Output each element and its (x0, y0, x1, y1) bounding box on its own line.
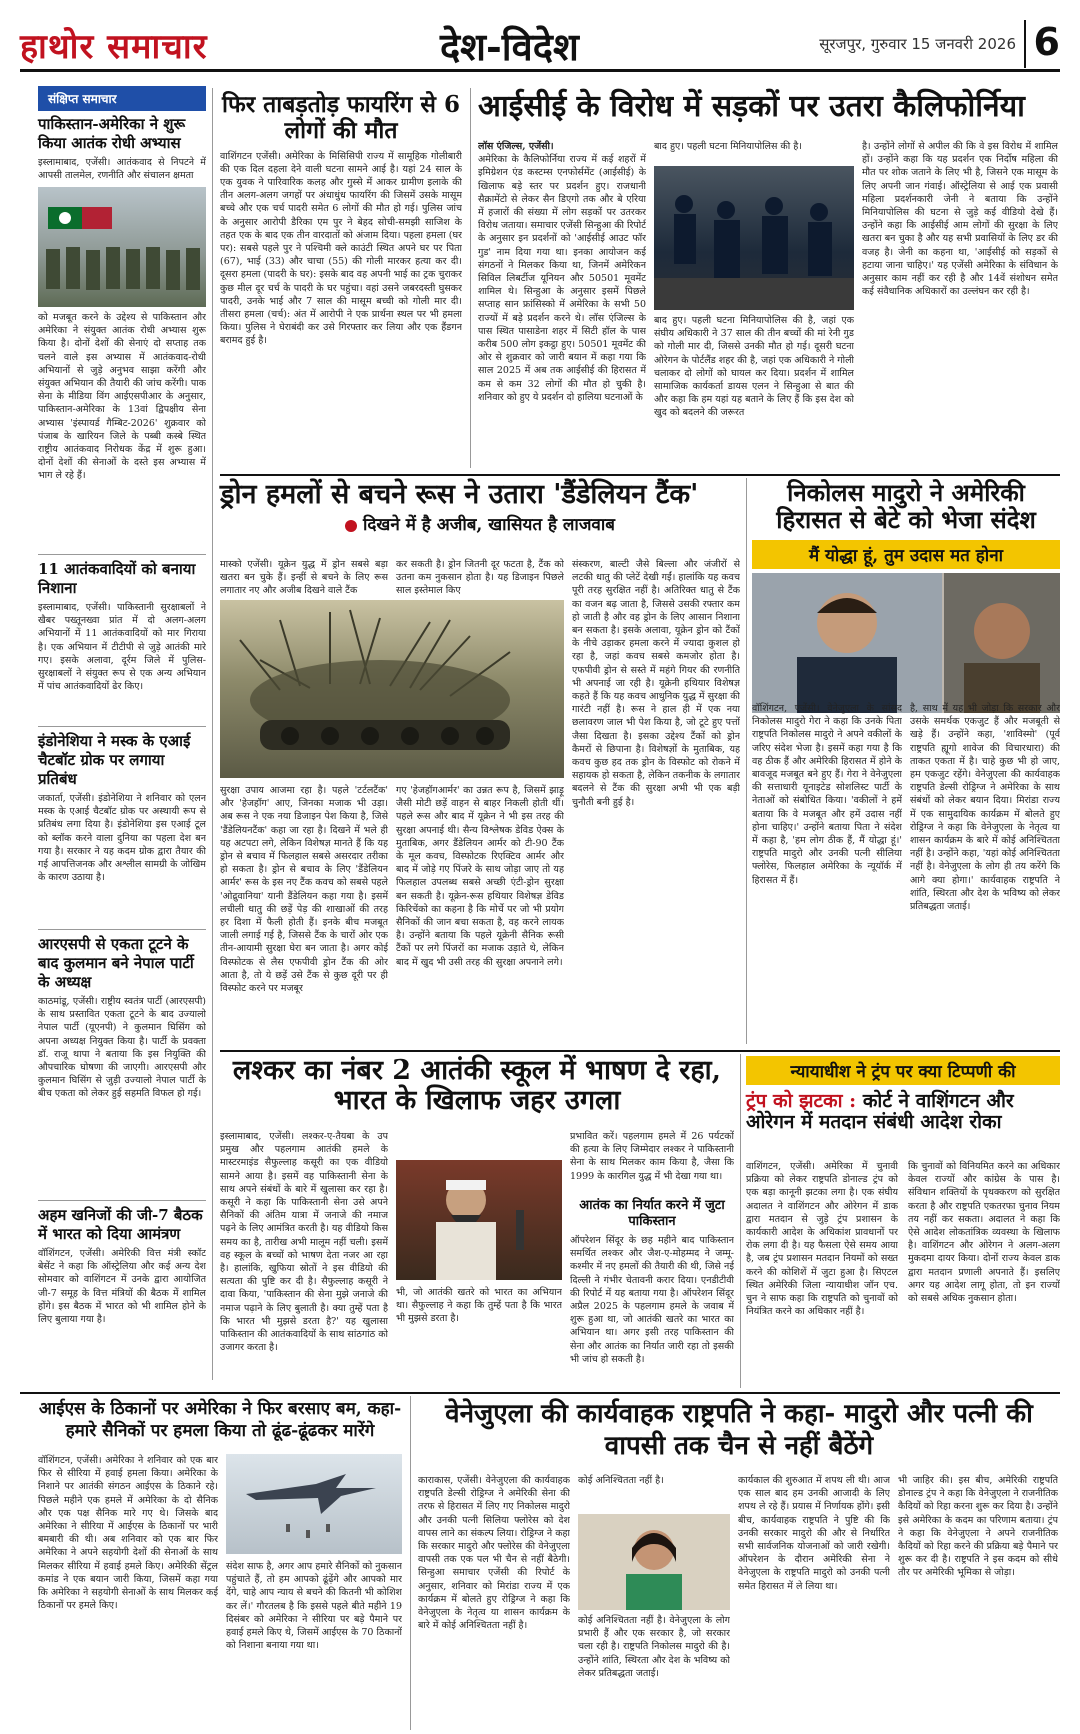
isis-headline: आईएस के ठिकानों पर अमेरिका ने फिर बरसाए बम, कहा- हमारे सैनिकों पर हमला किया तो ढूंढ-ढूंढकर मारेंगे (38, 1399, 402, 1441)
drone-col-2a: कर सकती है। ड्रोन जितनी दूर फटता है, टैंक को उतना कम नुकसान होता है। यह डिजाइन पिछले साल इस्तेमाल किए (396, 559, 564, 597)
trump-headline-top: न्यायाधीश ने ट्रंप पर क्या टिप्पणी की (746, 1056, 1060, 1085)
maduro-subhead: मैं योद्धा हूं, तुम उदास मत होना (752, 540, 1060, 569)
masthead (20, 20, 1060, 72)
briefs-column (38, 86, 206, 1386)
drone-col-3: संस्करण, बाल्टी जैसे बिल्ला और जंजीरों से लटकी धातु की प्लेटें देखी गईं। हालांकि यह कवच पूरी तरह सुरक्षित नहीं है। अतिरिक्त धातु से टैंक का वजन बढ़ जाता है, जिससे उसकी रफ्तार कम हो जाती है और वह ड्रोन के लिए आसान निशाना बन सकता है। इसके अलावा, यूक्रेन ड्रोन को टैंकों के नीचे उड़ाकर हमला करने में ज्यादा कुशल हो रहा है, जहां कवच सबसे कमजोर होता है। एफपीवी ड्रोन से सस्ते में महंगे गियर की रणनीति भी अपनाई जा रही है। यूक्रेनी हथियार विशेषज्ञ कहते हैं कि यह कवच आधुनिक युद्ध में सुरक्षा की गारंटी नहीं है। रूस ने हाल ही में एक नया छलावरण जाल भी पेश किया है, जो टूटे हुए पत्तों जैसा दिखता है। इसका उद्देश्य टैंकों को ड्रोन कैमरों से छिपाना है। विशेषज्ञों के मुताबिक, यह कवच कुछ हद तक ड्रोन के विस्फोट को रोकने में सहायक हो सकता है, लेकिन तकनीक के लगातार बदलने से टैंक की सुरक्षा अभी भी एक बड़ी चुनौती बनी हुई है। (572, 559, 740, 808)
page-number: 6 (1024, 20, 1060, 68)
isis-col-1: वॉशिंगटन, एजेंसी। अमेरिका ने शनिवार को एक बार फिर से सीरिया में हवाई हमला किया। अमेरिका के निशाने पर आतंकी संगठन आईएस के ठिकाने रहे। पिछले महीने एक हमले में अमेरिका के दो सैनिक और एक पक्ष सैनिक मारे गए थे। जिसके बाद अमेरिका ने सीरिया में आईएस के ठिकानों पर भारी बमबारी की थी। अब शनिवार को एक बार फिर अमेरिका ने अपने सहयोगी देशों की सेनाओं के साथ मिलकर सीरिया में हवाई हमले किए। अमेरिकी सेंट्रल कमांड ने एक बयान जारी किया, जिसमें कहा गया कि अमेरिका ने सहयोगी सेनाओं के साथ मिलकर कई ठिकानों पर हमले किए। (38, 1455, 218, 1612)
trump-headline (746, 1091, 1060, 1134)
story-shooting (220, 92, 462, 472)
briefs-banner: संक्षिप्त समाचार (38, 86, 206, 111)
trump-headline-prefix: ट्रंप को झटका : (746, 1090, 857, 1112)
dateline: सूरजपुर, गुरुवार 15 जनवरी 2026 (819, 35, 1016, 53)
lashkar-subhead: आतंक का निर्यात करने में जुटा पाकिस्तान (579, 1198, 725, 1229)
drone-col-1a: मास्को एजेंसी। यूक्रेन युद्ध में ड्रोन सबसे बड़ा खतरा बन चुके हैं। इन्हीं से बचने के लिए रूस लगातार नए और अजीब दिखने वाले टैंक (220, 559, 388, 597)
section-name: देश-विदेश (440, 24, 579, 69)
story-maduro (752, 480, 1060, 1046)
jet-illustration (226, 1454, 402, 1554)
california-col-1: अमेरिका के कैलिफोर्निया राज्य में कई शहरों में इमिग्रेशन एंड कस्टम्स एनफोर्समेंट (आईसीई) के खिलाफ बड़े स्तर पर प्रदर्शन हुए। राजधानी सैक्रामेंटो से लेकर सैन डिएगो तक और बे एरिया में हजारों की संख्या में लोग सड़कों पर उतरकर विरोध जताया। समाचार एजेंसी सिन्हुआ की रिपोर्ट के अनुसार इन प्रदर्शनों को 'आईसीई आउट फॉर गुड' नाम दिया गया था। इनका आयोजन कई संगठनों ने मिलकर किया था, जिनमें अमेरिकन सिविल लिबर्टीज यूनियन और 50501 मूवमेंट शामिल थे। सिन्हुआ के अनुसार इसमें पिछले सप्ताह सान फ्रांसिस्को में अमेरिका के सभी 50 राज्यों में बड़े प्रदर्शन करने थे। लॉस एंजिल्स के पास स्थित पासाडेना शहर में सिटी हॉल के पास करीब 500 लोग इकट्ठा हुए। 50501 मूवमेंट की ओर से शुक्रवार को जारी बयान में कहा गया कि साल 2025 में अब तक आईसीई की हिरासत में कम से कम 32 लोगों की मौत हो चुकी है। शनिवार को हुए ये प्रदर्शन दो हालिया घटनाओं के (478, 154, 646, 403)
venezuela-photo (578, 1514, 730, 1610)
tank-illustration (220, 600, 564, 778)
bullet-icon (345, 520, 357, 532)
story-isis (38, 1398, 402, 1730)
shooting-body: वाशिंगटन एजेंसी। अमेरिका के मिसिसिपी राज्य में सामूहिक गोलीबारी की एक दिल दहला देने वाली घटना सामने आई है। यहां 24 साल के एक युवक ने पारिवारिक कलह और गुस्से में आकर ग्रामीण इलाके की तीन अलग-अलग जगहों पर अंधाधुंध फायरिंग की जिसमें उसके मासूम बच्चे और एक चर्च पादरी समेत 6 लोगों की मौत हो गई। पुलिस जांच के अनुसार आरोपी डैरिका एम पुर ने बेहद सोची-समझी साजिश के तहत एक के बाद एक तीन वारदातों को अंजाम दिया। पहला हमला (घर पर): सबसे पहले पुर ने पश्चिमी क्ले काउंटी स्थित अपने घर पर पिता (67), भाई (33) और चाचा (55) की गोली मारकर हत्या कर दी। दूसरा हमला (पादरी के घर): इसके बाद वह अपनी भाई का ट्रक चुराकर कुछ मील दूर चर्च के पादरी के घर पहुंचा। वहां उसने जबरदस्ती घुसकर पादरी, उनके भाई और 7 साल की मासूम बच्ची को गोली मार दी। तीसरा हमला (चर्च): अंत में आरोपी ने एक प्रार्थना स्थल पर भी हमला किया। पुलिस ने घेराबंदी कर उसे गिरफ्तार कर लिया और एक हैंडगन बरामद हुई है। (220, 150, 462, 347)
trump-col-2: कि चुनावों को विनियमित करने का अधिकार केवल राज्यों और कांग्रेस के पास है। संविधान शक्तियों के पृथक्करण को सुरक्षित करता है और राष्ट्रपति एकतरफा चुनाव नियम तय नहीं कर सकता। अदालत ने कहा कि ऐसे आदेश लोकतांत्रिक व्यवस्था के खिलाफ है। वाशिंगटन और ओरेगन ने अलग-अलग मुकदमा दायर किया। दोनों राज्य केवल डाक द्वारा मतदान प्रणाली अपनाते हैं। इसलिए अगर यह आदेश लागू होता, तो इन राज्यों को सबसे अधिक नुकसान होता। (908, 1161, 1060, 1305)
maduro-col-1: वॉशिंगटन, एजेंसी। वेनेजुएला के सांसद निकोलस मादुरो गेरा ने कहा कि उनके पिता राष्ट्रपति निकोलस मादुरो ने अपने वकीलों के जरिए संदेश भेजा है। इसमें कहा गया है कि वह ठीक हैं और अमेरिकी हिरासत में होने के बावजूद मजबूत बने हुए हैं। गेरा ने वेनेजुएला की सत्ताधारी यूनाइटेड सोशलिस्ट पार्टी के नेताओं को संबोधित किया। 'वकीलों ने हमें बताया कि वे मजबूत और हमें उदास नहीं होना चाहिए।' उन्होंने बताया पिता ने संदेश में कहा है, 'हम लोग ठीक हैं, मैं योद्धा हूं।' राष्ट्रपति मादुरो और उनकी पत्नी सीलिया फ्लोरेस, फिलहाल अमेरिका के न्यूयॉर्क में हिरासत में हैं। (752, 703, 902, 886)
venezuela-col-4: भी जाहिर की। इस बीच, अमेरिकी राष्ट्रपति डोनाल्ड ट्रंप ने कहा कि वेनेजुएला ने राजनीतिक कैदियों को रिहा करना शुरू कर दिया है। उन्होंने इसे अमेरिका के कदम का परिणाम बताया। ट्रंप ने कहा कि वेनेजुएला ने अपने राजनीतिक कैदियों को रिहा करने की प्रक्रिया बड़े पैमाने पर शुरू कर दी है। राष्ट्रपति ने इस कदम को सीधे तौर पर अमेरिकी भूमिका से जोड़ा। (898, 1475, 1058, 1579)
maduro-photo (752, 573, 1060, 713)
trump-col-1: वाशिंगटन, एजेंसी। अमेरिका में चुनावी प्रक्रिया को लेकर राष्ट्रपति डोनाल्ड ट्रंप को एक बड़ा कानूनी झटका लगा है। एक संघीय अदालत ने वाशिंगटन और ओरेगन में डाक द्वारा मतदान से जुड़े ट्रंप प्रशासन के कार्यकारी आदेश के अधिकांश प्रावधानों पर रोक लगा दी है। यह फैसला ऐसे समय आया है, जब ट्रंप प्रशासन मतदान नियमों को सख्त करने की कोशिशें में जुटा हुआ है। सिएटल स्थित अमेरिकी जिला न्यायाधीश जॉन एच. चुन ने साफ कहा कि राष्ट्रपति को चुनावों को नियंत्रित करने का अधिकार नहीं है। (746, 1161, 898, 1318)
california-col-3: है। उन्होंने लोगों से अपील की कि वे इस विरोध में शामिल हों। उन्होंने कहा कि यह प्रदर्शन एक निर्दोष महिला की मौत पर शोक जताने के लिए भी है, जिसने एक मासूम के लिए अपनी जान गंवाई। ऑस्ट्रेलिया से आई एक प्रवासी महिला प्रदर्शनकारी जेनी ने बताया कि उन्होंने मिनियापोलिस की घटना से जुड़े कई वीडियो देखे हैं। उन्होंने कहा कि आईसीई आम लोगों की सुरक्षा के लिए खतरा बन चुका है और यह सभी प्रवासियों के लिए डर की वजह है। जेनी का कहना था, 'आईसीई को सड़कों से हटाया जाना चाहिए।' यह एजेंसी अमेरिका के संविधान के अनुसार काम नहीं कर रही है और 14वें संशोधन समेत कई संवैधानिक अधिकारों का उल्लंघन कर रही है। (862, 141, 1058, 298)
story-california (478, 90, 1060, 470)
isis-photo (226, 1454, 402, 1554)
lashkar-photo (396, 1160, 562, 1280)
drone-tank-photo (220, 600, 564, 778)
soldiers-illustration (38, 187, 206, 307)
brief-3-headline: इंडोनेशिया ने मस्क के एआई चैटबॉट ग्रोक पर लगाया प्रतिबंध (38, 732, 191, 788)
story-drone (220, 480, 740, 1046)
story-lashkar (220, 1056, 734, 1388)
lashkar-col-1-cont: भी, जो आतंकी खतरे को भारत का अभियान था। सैफुल्लाह ने कहा कि तुम्हें पता है कि भारत भी मुझसे डरता है। (396, 1287, 562, 1325)
brief-3-body: जकार्ता, एजेंसी। इंडोनेशिया ने शनिवार को एलन मस्क के एआई चैटबॉट ग्रोक पर अस्थायी रूप से प्रतिबंध लगा दिया है। इंडोनेशिया इस एआई टूल को ब्लॉक करने वाला दुनिया का पहला देश बन गया है। सरकार ने यह कदम ग्रोक द्वारा तैयार की गई आपत्तिजनक और अश्लील सामग्री के जोखिम के कारण उठाया है। (38, 793, 206, 884)
lashkar-headline: लश्कर का नंबर 2 आतंकी स्कूल में भाषण दे रहा, भारत के खिलाफ जहर उगला (232, 1055, 722, 1117)
brief-5-headline: अहम खनिजों की जी-7 बैठक में भारत को दिया आमंत्रण (38, 1206, 203, 1243)
drone-col-2b: गए 'हेजहॉगआर्मर' का उन्नत रूप है, जिसमें झाड़ू जैसी मोटी छड़ें वाहन से बाहर निकली होती थीं। पहले रूस और बाद में यूक्रेन ने भी इस तरह की सुरक्षा अपनाई थी। सैन्य विश्लेषक डेविड ऐक्स के मुताबिक, अगर डैंडेलियन आर्मर को टी-90 टैंक के मूल कवच, विस्फोटक रिएक्टिव आर्मर और बाद में जोड़े गए पिंजरे के साथ जोड़ा जाए तो यह फिलहाल उपलब्ध सबसे अच्छी एंटी-ड्रोन सुरक्षा बन सकती है। यूक्रेन-रूस हथियार विशेषज्ञ डेविड किरिचेंको का कहना है कि मोर्चे पर जो भी प्रयोग सैनिकों की जान बचा सकता है, वह करने लायक है। उन्होंने बताया कि पहले यूक्रेनी सैनिक रूसी टैंकों पर लगे पिंजरों का मजाक उड़ाते थे, लेकिन बाद में खुद भी उसी तरह की सुरक्षा अपनाने लगे। (396, 785, 564, 968)
drone-subhead: दिखने में है अजीब, खासियत है लाजवाब (220, 516, 740, 535)
speaker-illustration (396, 1160, 562, 1280)
brief-1-headline: पाकिस्तान-अमेरिका ने शुरू किया आतंक रोधी अभ्यास (38, 115, 186, 152)
brief-5-body: वॉशिंगटन, एजेंसी। अमेरिकी वित्त मंत्री स्कॉट बेसेंट ने कहा कि ऑस्ट्रेलिया और कई अन्य देश सोमवार को वाशिंगटन में उनके द्वारा आयोजित जी-7 समूह के वित्त मंत्रियों की बैठक में शामिल होंगे। इस बैठक में भारत को भी शामिल होने के लिए बुलाया गया है। (38, 1248, 206, 1326)
brief-2-body: इस्लामाबाद, एजेंसी। पाकिस्तानी सुरक्षाबलों ने खैबर पख्तूनख्वा प्रांत में दो अलग-अलग अभियानों में 11 आतंकवादियों को मार गिराया है। एक अभियान में टीटीपी से जुड़े आतंकी मारे गए। इसके अलावा, दूर्रम जिले में पुलिस-सुरक्षाबलों ने संयुक्त रूप से एक अन्य अभियान में पांच आतंकवादियों ढेर किए। (38, 602, 206, 693)
brief-4-headline: आरएसपी से एकता टूटने के बाद कुलमान बने नेपाल पार्टी के अध्यक्ष (38, 935, 194, 991)
venezuela-headline: वेनेजुएला की कार्यवाहक राष्ट्रपति ने कहा- मादुरो और पत्नी की वापसी तक चैन से नहीं बैठेंगे (445, 1399, 1033, 1461)
shooting-headline: फिर ताबड़तोड़ फायरिंग से 6 लोगों की मौत (222, 91, 460, 144)
lashkar-col-1: इस्लामाबाद, एजेंसी। लश्कर-ए-तैयबा के उप प्रमुख और पहलगाम आतंकी हमले के मास्टरमाइंड सैफुल्लाह कसूरी का एक वीडियो सामने आया है। इसमें वह पाकिस्तानी सेना के साथ अपने संबंधों के बारे में खुलासा कर रहा है। कसूरी ने कहा कि पाकिस्तानी सेना उसे अपने सैनिकों की अंतिम यात्रा में जनाजे की नमाज पढ़ने के लिए आमंत्रित करती है। यह वीडियो किस समय का है, तारीख अभी मालूम नहीं चली। इसमें वह स्कूल के बच्चों को भाषण देता नजर आ रहा है। हालांकि, खुफिया स्रोतों ने इस वीडियो की सत्यता की पुष्टि कर दी है। सैफुल्लाह कसूरी ने दावा किया, 'पाकिस्तान की सेना मुझे जनाजे की नमाज पढ़ाने के लिए बुलाती है। क्या तुम्हें पता है कि भारत भी मुझसे डरता है?' यह खुलासा पाकिस्तान की आतंकवादियों के साथ सांठगांठ को उजागर करता है। (220, 1131, 388, 1354)
lashkar-col-2: प्रभावित करें। पहलगाम हमले में 26 पर्यटकों की हत्या के लिए जिम्मेदार लश्कर ने पाकिस्तानी सेना के साथ मिलकर काम किया है, जैसा कि 1999 के कारगिल युद्ध में भी देखा गया था। (570, 1131, 734, 1182)
drone-headline: ड्रोन हमलों से बचने रूस ने उतारा 'डैंडेलियन टैंक' (220, 479, 699, 510)
drone-col-1b: सुरक्षा उपाय आजमा रहा है। पहले 'टर्टलटैंक' और 'हेजहॉग' आए, जिनका मजाक भी उड़ा। अब रूस ने एक नया डिजाइन पेश किया है, जिसे 'डैंडेलियनटैंक' कहा जा रहा है। दिखने में भले ही यह अटपटा लगे, लेकिन विशेषज्ञ मानते हैं कि यह ड्रोन से बचाव में फिलहाल सबसे असरदार तरीका हो सकता है। ड्रोन से बचाव के लिए 'डैंडेलियन आर्मर' रूस के इस नए टैंक कवच को सबसे पहले 'ओद्रुवानिया' यानी डैंडेलियन कहा गया है। इसमें लचीली धातु की छड़ें पेड़ की शाखाओं की तरह हर दिशा में फैली होती हैं। इनके बीच मजबूत जाली लगाई गई है, जिससे टैंक के चारों ओर एक तीन-आयामी सुरक्षा घेरा बन जाता है। अगर कोई विस्फोटक से लैस एफपीवी ड्रोन टैंक की ओर आता है, तो ये छड़ें उसे टैंक से कुछ दूरी पर ही विस्फोट करने पर मजबूर (220, 785, 388, 995)
maduro-headline: निकोलस मादुरो ने अमेरिकी हिरासत से बेटे को भेजा संदेश (776, 478, 1036, 534)
maduro-col-2: है, साथ में यह भी जोड़ा कि सरकार और उसके समर्थक एकजुट हैं और मजबूती से खड़े हैं। उन्होंने कहा, 'शाविस्मो' (पूर्व राष्ट्रपति ह्यूगो शावेज की विचारधारा) की ताकत एकता में है। चाहे कुछ भी हो जाए, हम एकजुट रहेंगे। वेनेजुएला की कार्यवाहक राष्ट्रपति डेल्सी रोड्रिग्ज ने अमेरिका के साथ संबंधों को लेकर बयान दिया। मिरांडा राज्य में एक सामुदायिक कार्यक्रम में बोलते हुए रोड्रिग्ज ने कहा कि वेनेजुएला के नेतृत्व या शासन कार्यक्रम के बारे में कोई अनिश्चितता नहीं है। उन्होंने कहा, 'यहां कोई अनिश्चितता नहीं है। वेनेजुएला के लोग ही तय करेंगे कि आगे क्या होगा।' कार्यवाहक राष्ट्रपति ने शांति, स्थिरता और देश के भविष्य को लेकर प्रतिबद्धता जताई। (910, 703, 1060, 913)
lashkar-col-2-sub-body: ऑपरेशन सिंदूर के छह महीने बाद पाकिस्तान समर्थित लश्कर और जैश-ए-मोहम्मद ने जम्मू-कश्मीर में नए हमलों की तैयारी की थी, जिसे नई दिल्ली ने गंभीर चेतावनी करार दिया। एनडीटीवी की रिपोर्ट में यह बताया गया है। ऑपरेशन सिंदूर अप्रैल 2025 के पहलगाम हमले के जवाब में शुरू हुआ था, जो आतंकी खतरे का भारत का अभियान था। अगर इसी तरह पाकिस्तान की सेना और आतंक का निर्यात जारी रहा तो इसकी भी जांच हो सकती है। (570, 1235, 734, 1365)
california-protest-photo (654, 166, 854, 310)
rodriguez-illustration (578, 1514, 730, 1610)
brief-1-lead: इस्लामाबाद, एजेंसी। आतंकवाद से निपटने में आपसी तालमेल, रणनीति और संचालन क्षमता (38, 157, 206, 182)
story-venezuela (418, 1398, 1060, 1730)
story-trump (746, 1056, 1060, 1388)
brief-2-headline: 11 आतंकवादियों को बनाया निशाना (38, 560, 196, 597)
trump-headline-rest: कोर्ट ने वाशिंगटन और ओरेगन में मतदान संबंधी आदेश रोका (746, 1090, 1014, 1134)
venezuela-col-2-top: कोई अनिश्चितता नहीं है। (578, 1475, 664, 1486)
venezuela-col-1: काराकास, एजेंसी। वेनेजुएला की कार्यवाहक राष्ट्रपति डेल्सी रोड्रिग्ज ने अमेरिकी सेना की तरफ से हिरासत में लिए गए निकोलस मादुरो और उनकी पत्नी सिलिया फ्लोरेस को देश वापस लाने का संकल्प लिया। रोड्रिग्ज ने कहा कि सरकार मादुरो और फ्लोरेस की वेनेजुएला वापसी तक एक पल भी चैन से नहीं बैठेगी। सिन्हुआ समाचार एजेंसी की रिपोर्ट के अनुसार, शनिवार को मिरांडा राज्य में एक कार्यक्रम में बोलते हुए रोड्रिग्ज ने कहा कि वेनेजुएला के नेतृत्व या शासन कार्यक्रम के बारे में कोई अनिश्चितता नहीं है। (418, 1475, 570, 1632)
isis-col-2: संदेश साफ है, अगर आप हमारे सैनिकों को नुकसान पहुंचाते हैं, तो हम आपको ढूंढ़ेंगे और आपको मार देंगे, चाहे आप न्याय से बचने की कितनी भी कोशिश कर लें।' गौरतलब है कि इससे पहले बीते महीने 19 दिसंबर को अमेरिका ने सीरिया पर बड़े पैमाने पर हवाई हमले किए थे, जिसमें आईएस के 70 ठिकानों को निशाना बनाया गया था। (226, 1561, 402, 1652)
california-col-2: बाद हुए। पहली घटना मिनियापोलिस की है, जहां एक संघीय अधिकारी ने 37 साल की तीन बच्चों की मां रेनी गुड को गोली मार दी, जिससे उनकी मौत हो गई। दूसरी घटना ओरेगन के पोर्टलैंड शहर की है, जहां एक अधिकारी ने गोली चलाकर दो लोगों को घायल कर दिया। प्रदर्शन में शामिल सामाजिक कार्यकर्ता डायस एलन ने सिन्हुआ से बात की और कहा कि हम यहां यह बताने के लिए हैं कि इस देश को खुद को बदलने की जरूरत (654, 315, 854, 419)
venezuela-col-3: कार्यकाल की शुरुआत में शपथ ली थी। आज एक साल बाद हम उनकी आजादी के लिए शपथ ले रहे हैं। प्रयास में निर्णायक होंगे। इसी बीच, कार्यवाहक राष्ट्रपति ने पुष्टि की कि उनकी सरकार मादुरो की और से निर्धारित सभी सार्वजनिक योजनाओं को जारी रखेगी। ऑपरेशन के दौरान अमेरिकी सेना ने वेनेजुएला के राष्ट्रपति मादुरो को उनकी पत्नी समेत हिरासत में ले लिया था। (738, 1475, 890, 1592)
brief-4-body: काठमांडू, एजेंसी। राष्ट्रीय स्वतंत्र पार्टी (आरएसपी) के साथ प्रस्तावित एकता टूटने के बाद उज्यालो नेपाल पार्टी (यूएनपी) ने कुलमान घिसिंग को अपना अध्यक्ष नियुक्त किया है। पार्टी के प्रवक्ता डॉ. राजू थापा ने बताया कि इस नियुक्ति की औपचारिक घोषणा की जाएगी। आरएसपी और कुलमान घिसिंग से जुड़ी उज्यालो नेपाल पार्टी के बीच एकता को लेकर हुई सहमति विफल हो गई। (38, 996, 206, 1100)
california-lead: लॉस एंजिल्स, एजेंसी। (478, 141, 554, 152)
protest-illustration (654, 166, 854, 310)
portraits-illustration (752, 573, 1060, 713)
brief-1-body: को मजबूत करने के उद्देश्य से पाकिस्तान और अमेरिका ने संयुक्त आतंक रोधी अभ्यास शुरू किया है। दोनों देशों की सेनाएं दो सप्ताह तक चलने वाले इस अभ्यास में आतंकवाद-रोधी अभियानों से जुड़े अनुभव साझा करेंगी और संयुक्त अभियान की तैयारी की जांच करेंगी। पाक सेना के मीडिया विंग आईएसपीआर के अनुसार, पाकिस्तान-अमेरिका के 13वां द्विपक्षीय सेना अभ्यास 'इंस्पायर्ड गैम्बिट-2026' शुक्रवार को पंजाब के खारियन जिले के पब्बी कस्बे स्थित राष्ट्रीय आतंकवाद निरोधक केंद्र में शुरू हुआ। दोनों देशों की सेनाओं के दस्ते इस अभ्यास में भाग ले रहे हैं। (38, 312, 206, 482)
brief-1-photo (38, 187, 206, 307)
paper-name: हाथोर समाचार (20, 27, 208, 67)
california-headline: आईसीई के विरोध में सड़कों पर उतरा कैलिफोर्निया (478, 89, 1025, 124)
venezuela-col-2: कोई अनिश्चितता नहीं है। वेनेजुएला के लोग प्रभारी हैं और एक सरकार है, जो सरकार चला रही है। राष्ट्रपति निकोलस मादुरो की है। उन्होंने शांति, स्थिरता और देश के भविष्य को लेकर प्रतिबद्धता जताई। (578, 1615, 730, 1679)
california-col-2-lead: बाद हुए। पहली घटना मिनियापोलिस की है। (654, 141, 802, 152)
